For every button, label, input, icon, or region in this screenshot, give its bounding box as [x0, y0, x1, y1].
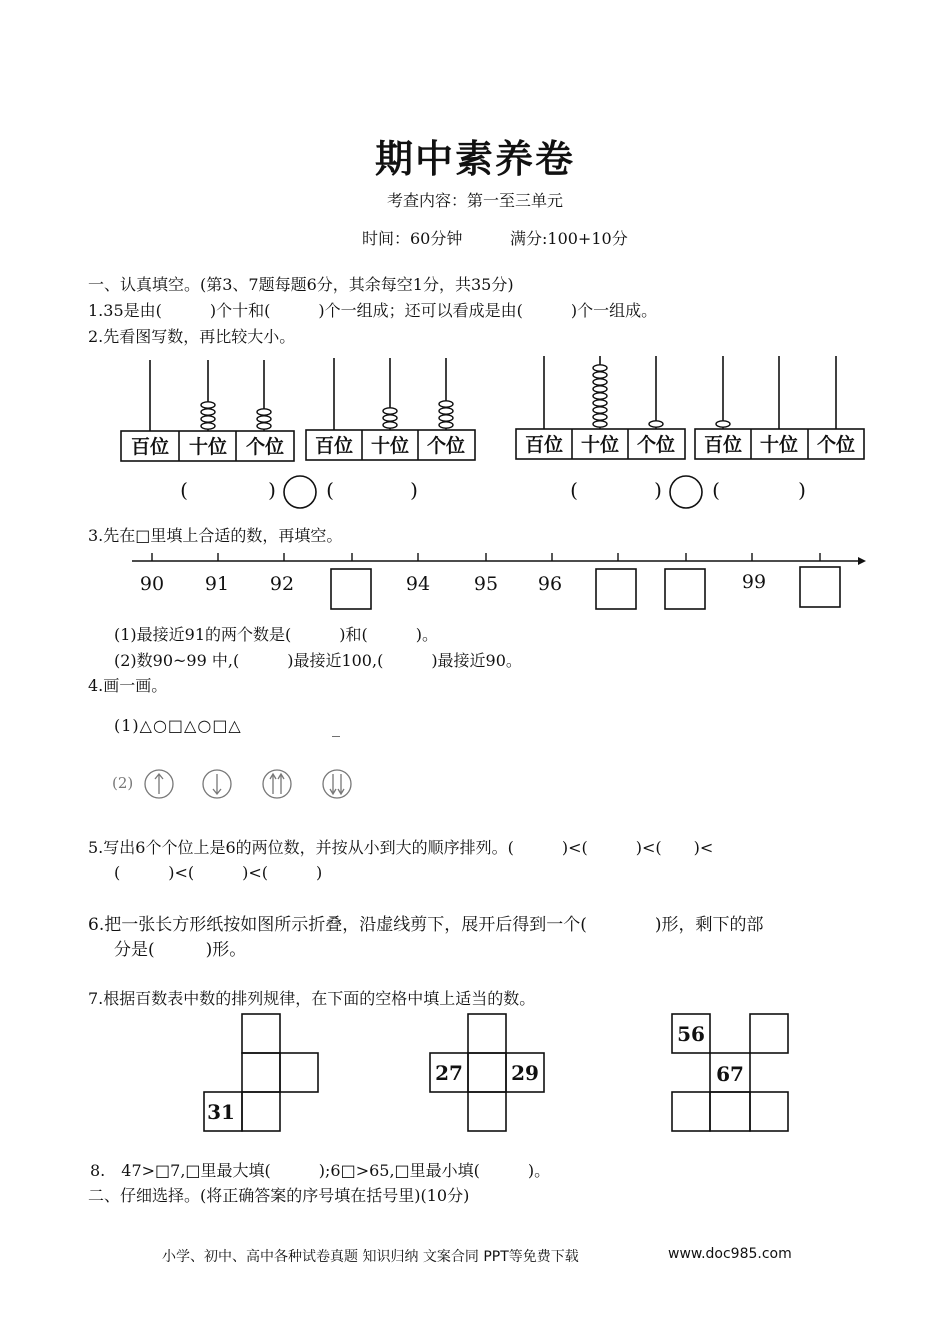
numberline-tick-label: 96	[537, 573, 563, 595]
exam-scope: 考查内容：第一至三单元	[386, 191, 563, 210]
question-6-cont: 分是( )形。	[114, 940, 247, 960]
section2-heading: 二、仔细选择。(将正确答案的序号填在括号里)(10分)	[88, 1186, 470, 1205]
paren: )	[654, 478, 662, 502]
grid-number: 31	[207, 1100, 235, 1124]
paren: )	[410, 478, 418, 502]
question-4: 4.画一画。	[88, 676, 168, 695]
paren: )	[268, 478, 276, 502]
exam-score: 满分:100+10分	[510, 229, 628, 248]
abacus-label: 十位	[580, 434, 620, 456]
question-5-cont: ( )<( )<( )	[114, 863, 323, 882]
abacus-label: 百位	[314, 435, 354, 457]
compare-circle	[284, 476, 316, 508]
question-2: 2.先看图写数，再比较大小。	[88, 327, 296, 346]
paren: )	[798, 478, 806, 502]
pattern-label-2: (2)	[112, 774, 134, 792]
footer-url[interactable]: www.doc985.com	[668, 1246, 792, 1262]
numberline-tick-label: 95	[473, 573, 499, 595]
footer-text: 小学、初中、高中各种试卷真题 知识归纳 文案合同 PPT等免费下载	[162, 1249, 579, 1265]
question-3-2: (2)数90~99 中,( )最接近100,( )最接近90。	[114, 651, 522, 670]
abacus-label: 十位	[370, 435, 410, 457]
abacus-label: 个位	[816, 434, 856, 456]
paren: (	[712, 478, 720, 502]
abacus-label: 个位	[245, 436, 285, 458]
numberline-tick-label: 91	[204, 573, 230, 595]
numberline-tick-label: 94	[405, 573, 431, 595]
question-3: 3.先在□里填上合适的数，再填空。	[88, 526, 343, 545]
section1-heading: 一、认真填空。(第3、7题每题6分，其余每空1分，共35分)	[88, 275, 514, 294]
abacus-label: 百位	[703, 434, 743, 456]
pattern-blank: _	[332, 718, 340, 737]
abacus-label: 十位	[188, 436, 228, 458]
grid-number: 29	[511, 1061, 539, 1085]
answer-box	[800, 567, 840, 607]
question-5: 5.写出6个个位上是6的两位数，并按从小到大的顺序排列。( )<( )<( )<	[88, 838, 714, 857]
question-6: 6.把一张长方形纸按如图所示折叠，沿虚线剪下，展开后得到一个( )形，剩下的部	[88, 915, 764, 935]
abacus-label: 个位	[426, 435, 466, 457]
abacus-label: 个位	[636, 434, 676, 456]
paren: (	[570, 478, 578, 502]
grid-number: 27	[435, 1061, 463, 1085]
page-title: 期中素养卷	[374, 136, 575, 181]
question-3-1: (1)最接近91的两个数是( )和( )。	[114, 625, 438, 644]
numberline-tick-label: 92	[269, 573, 295, 595]
abacus-figures	[0, 0, 950, 520]
answer-box	[665, 569, 705, 609]
question-1: 1.35是由( )个十和( )个一组成；还可以看成是由( )个一组成。	[88, 301, 658, 320]
grid-number: 56	[677, 1022, 705, 1046]
paren: (	[180, 478, 188, 502]
question-8: 8. 47>□7,□里最大填( );6□>65,□里最小填( )。	[90, 1161, 551, 1180]
abacus-label: 十位	[759, 434, 799, 456]
numberline-tick-label: 99	[741, 571, 767, 593]
abacus-label: 百位	[130, 436, 170, 458]
compare-circle	[670, 476, 702, 508]
paren: (	[326, 478, 334, 502]
question-7: 7.根据百数表中数的排列规律，在下面的空格中填上适当的数。	[88, 989, 536, 1008]
answer-box	[596, 569, 636, 609]
numberline-tick-label: 90	[139, 573, 165, 595]
grid-number: 67	[716, 1062, 744, 1086]
pattern-shapes: (1)△○□△○□△	[114, 716, 242, 735]
exam-time: 时间：60分钟	[362, 229, 463, 248]
answer-box	[331, 569, 371, 609]
abacus-label: 百位	[524, 434, 564, 456]
